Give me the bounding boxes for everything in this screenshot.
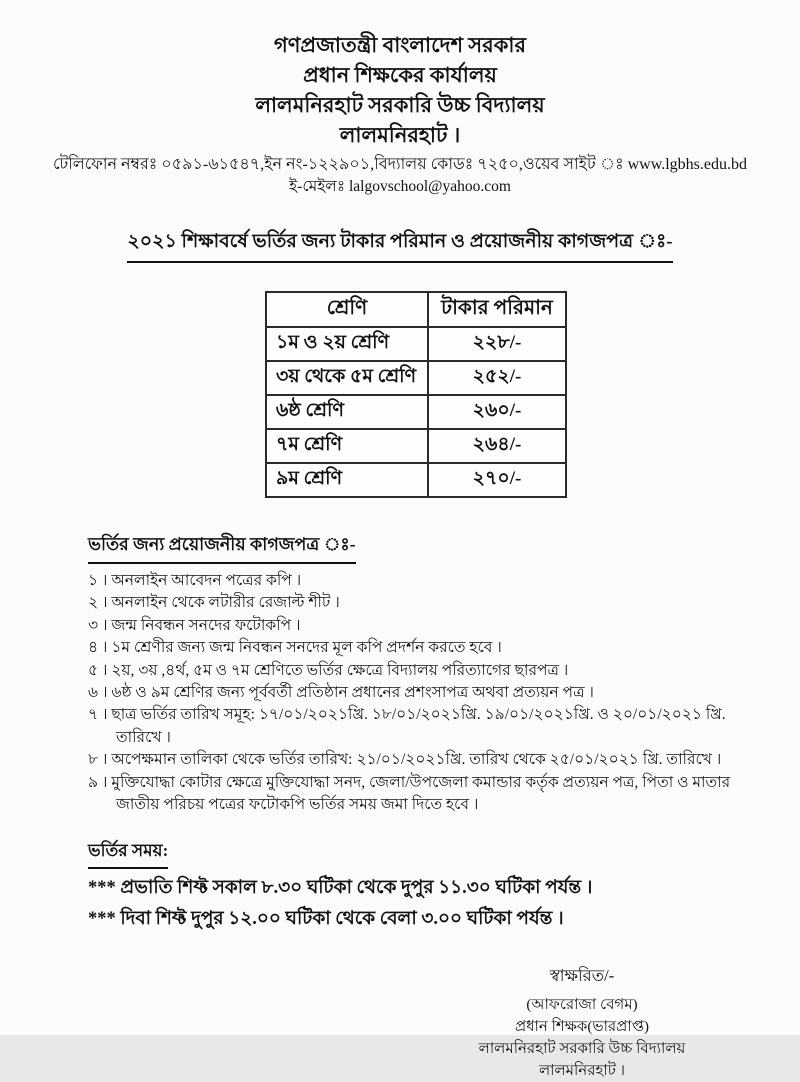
email-line: ই-মেইলঃ lalgovschool@yahoo.com: [289, 178, 511, 195]
required-documents-section: [88, 532, 770, 816]
amount-cell: ২৬৪/-: [428, 429, 566, 463]
school-location: লালমনিরহাট ।: [339, 123, 461, 147]
letterhead: [0, 0, 800, 197]
class-cell: ৭ম শ্রেণি: [266, 429, 428, 463]
signatory-title: প্রধান শিক্ষক(ভারপ্রাপ্ত): [514, 1019, 650, 1036]
list-item: ৭ । ছাত্র ভর্তির তারিখ সমূহ: ১৭/০১/২০২১খ্রি. ১৮/০১/২০২১খ্রি. ১৯/০১/২০২১খ্রি. ও ২০/০১/২০২১ খ্রি. তারিখে ।: [88, 706, 726, 746]
class-cell: ৬ষ্ঠ শ্রেণি: [266, 395, 428, 429]
day-shift-line: *** দিবা শিফ্ট দুপুর ১২.০০ ঘটিকা থেকে বেলা ৩.০০ ঘটিকা পর্যন্ত ।: [88, 909, 564, 930]
list-item: ২ । অনলাইন থেকে লটারীর রেজাল্ট শীট ।: [88, 594, 340, 612]
table-row: [266, 361, 566, 395]
table-row: [266, 429, 566, 463]
table-row: [266, 463, 566, 497]
list-item: ১ । অনলাইন আবেদন পত্রের কপি ।: [88, 572, 302, 589]
amount-cell: ২৫২/-: [428, 361, 566, 395]
documents-heading: ভর্তির জন্য প্রয়োজনীয় কাগজপত্র ঃ-: [88, 532, 356, 564]
class-cell: ১ম ও ২য় শ্রেণি: [266, 327, 428, 361]
list-item: ৫ । ২য়, ৩য় ,৪র্থ, ৫ম ও ৭ম শ্রেণিতে ভর্তির ক্ষেত্রে বিদ্যালয় পরিত্যাগের ছারপত্র ।: [88, 661, 569, 679]
table-row: [266, 395, 566, 429]
column-header-amount: টাকার পরিমান: [428, 292, 566, 327]
class-cell: ৩য় থেকে ৫ম শ্রেণি: [266, 361, 428, 395]
amount-cell: ২৭০/-: [428, 463, 566, 497]
list-item: ৬ । ৬ষ্ঠ ও ৯ম শ্রেণির জন্য পূর্ববর্তী প্রতিষ্ঠান প্রধানের প্রশংসাপত্র অথবা প্রত্যয়ন পত্র ।: [88, 684, 594, 702]
government-name: গণপ্রজাতন্ত্রী বাংলাদেশ সরকার: [273, 33, 527, 57]
contact-line: টেলিফোন নম্বরঃ ০৫৯১-৬১৫৪৭,ইন নং-১২২৯০১,বিদ্যালয় কোডঃ ৭২৫০,ওয়েব সাইট ঃ www.lgbhs.edu.bd: [52, 156, 748, 173]
fee-table: [265, 291, 567, 498]
signed-label: স্বাক্ষরিত/-: [549, 966, 615, 986]
signatory-location: লালমনিরহাট ।: [538, 1063, 626, 1080]
office-name: প্রধান শিক্ষকের কার্যালয়: [303, 63, 497, 87]
signatory-school: লালমনিরহাট সরকারি উচ্চ বিদ্যালয়: [478, 1041, 686, 1058]
list-item: ৮ । অপেক্ষমান তালিকা থেকে ভর্তির তারিখ: ২১/০১/২০২১খ্রি. তারিখ থেকে ২৫/০১/২০২১ খ্রি. তারিখে ।: [88, 751, 722, 769]
table-row: [266, 327, 566, 361]
amount-cell: ২৬০/-: [428, 395, 566, 429]
notice-title: ২০২১ শিক্ষাবর্ষে ভর্তির জন্য টাকার পরিমান ও প্রয়োজনীয় কাগজপত্র ঃ-: [127, 227, 672, 263]
admission-time-section: [88, 838, 800, 935]
column-header-class: শ্রেণি: [266, 292, 428, 327]
list-item: ৯ । মুক্তিযোদ্ধা কোটার ক্ষেত্রে মুক্তিযোদ্ধা সনদ, জেলা/উপজেলা কমান্ডার কর্তৃক প্রত্যয়ন পত্র, পিতা ও মাতার জাতীয় পরিচয় পত্রের ফটোকপি ভর্তির সময় জমা দিতে হবে ।: [88, 773, 731, 814]
list-item: ৩ । জন্ম নিবন্ধন সনদের ফটোকপি ।: [88, 616, 301, 634]
table-header-row: [266, 292, 566, 327]
admission-time-heading: ভর্তির সময়:: [88, 838, 168, 869]
school-name: লালমনিরহাট সরকারি উচ্চ বিদ্যালয়: [255, 93, 545, 117]
signature-block: [452, 965, 712, 1082]
amount-cell: ২২৮/-: [428, 327, 566, 361]
list-item: ৪ । ১ম শ্রেণীর জন্য জন্ম নিবন্ধন সনদের মূল কপি প্রদর্শন করতে হবে ।: [88, 639, 502, 657]
class-cell: ৯ম শ্রেণি: [266, 463, 428, 497]
signatory-name: (আফরোজা বেগম): [526, 997, 638, 1014]
notice-title-row: [0, 227, 800, 263]
morning-shift-line: *** প্রভাতি শিফ্ট সকাল ৮.৩০ ঘটিকা থেকে দুপুর ১১.৩০ ঘটিকা পর্যন্ত ।: [88, 878, 593, 899]
